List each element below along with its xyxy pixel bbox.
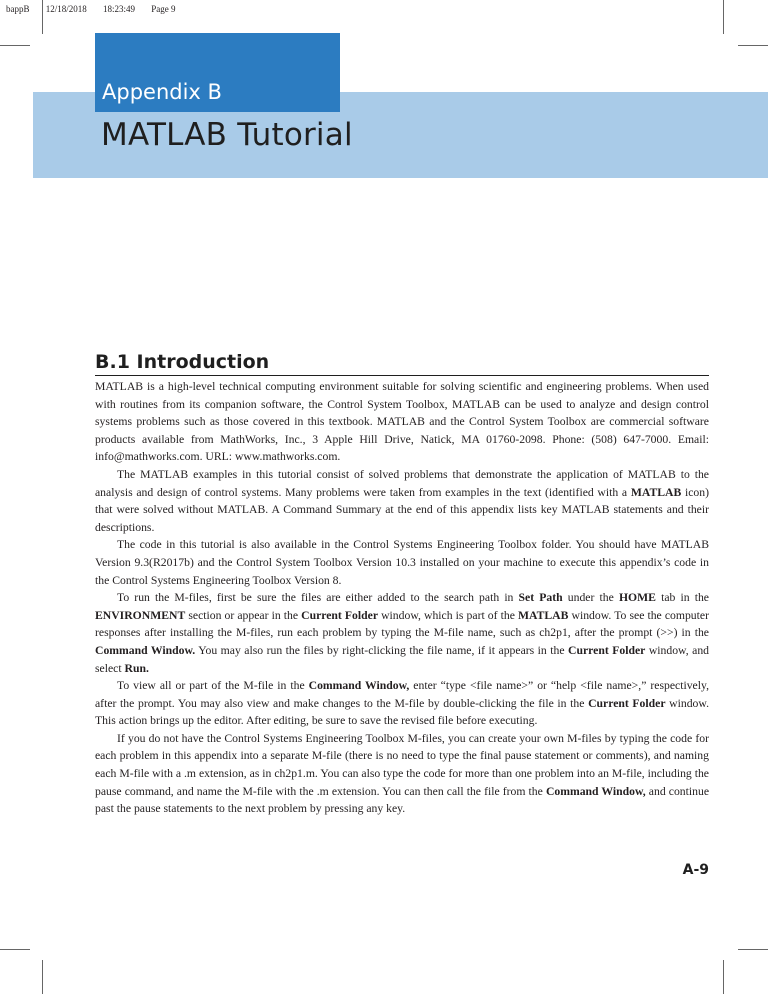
text-run: The MATLAB examples in this tutorial consist of solved problems that demonstrate the application of MATLAB to the analysis and design of control systems. Many problems were taken from examples in the text (identified with a <box>95 467 709 499</box>
bold-term: Current Folder <box>568 643 646 657</box>
text-run: and continue past the pause statements to the next problem by pressing any key. <box>95 784 710 816</box>
appendix-label: Appendix B <box>102 80 222 104</box>
paragraph-4 <box>95 589 709 677</box>
text-run: You may also run the files by right-clicking the file name, if it appears in the <box>195 643 569 657</box>
print-time: 18:23:49 <box>103 4 136 14</box>
crop-mark-bottom-right-horizontal <box>738 949 768 950</box>
text-run: icon) that were solved without MATLAB. A Command Summary at the end of this appendix lists key MATLAB statements and their descriptions. <box>95 485 710 534</box>
bold-term: ENVIRONMENT <box>95 608 186 622</box>
bold-term: MATLAB <box>517 608 569 622</box>
text-run: section or appear in the <box>185 608 302 622</box>
bold-term: Command Window, <box>308 679 410 693</box>
crop-mark-top-left-horizontal <box>0 45 30 46</box>
bold-term: Run. <box>124 661 149 675</box>
print-file-name: bappB <box>6 4 30 14</box>
appendix-title: MATLAB Tutorial <box>101 117 353 153</box>
bold-term: MATLAB <box>630 485 682 499</box>
bold-term: Command Window, <box>545 784 646 798</box>
print-header <box>6 4 190 14</box>
section-rule <box>95 375 709 376</box>
paragraph-3 <box>95 536 709 589</box>
text-run: To view all or part of the M-file in the <box>117 679 309 693</box>
crop-mark-top-right-horizontal <box>738 45 768 46</box>
page-number: A-9 <box>682 862 709 878</box>
paragraph-1 <box>95 378 709 466</box>
crop-mark-top-left-vertical <box>42 0 43 34</box>
text-run: window, and select <box>95 643 710 675</box>
text-run: window. To see the computer responses after installing the M-files, run each problem by typing the M-file name, such as ch2p1, after the prompt (>>) in the <box>95 608 709 640</box>
bold-term: Command Window. <box>95 643 196 657</box>
text-run: under the <box>562 591 619 605</box>
crop-mark-bottom-left-vertical <box>42 960 43 994</box>
paragraph-2 <box>95 466 709 536</box>
paragraph-6 <box>95 730 709 818</box>
text-run: The code in this tutorial is also available in the Control Systems Engineering Toolbox folder. You should have MATLAB Version 9.3(R2017b) and the Control System Toolbox Version 10.3 installed on your machine to execute this appendix’s code in the Control Systems Engineering Toolbox Version 8. <box>95 538 709 587</box>
paragraph-5 <box>95 677 709 730</box>
bold-term: Set Path <box>518 591 563 605</box>
bold-term: Current Folder <box>301 608 379 622</box>
bold-term: HOME <box>618 591 656 605</box>
text-run: window, which is part of the <box>378 608 518 622</box>
bold-term: Current Folder <box>588 696 666 710</box>
print-page: Page 9 <box>151 4 176 14</box>
text-run: If you do not have the Control Systems Engineering Toolbox M-files, you can create your own M-files by typing the code for each problem in this appendix into a separate M-file (there is no need to type the final pause statement or comments), and naming each M-file with a .m extension, as in ch2p1.m. You can also type the code for more than one problem into an M-file, including the pause command, and name the M-file with the .m extension. You can then call the file from the <box>95 731 709 798</box>
body-text <box>95 378 709 818</box>
text-run: window. This action brings up the editor. After editing, be sure to save the revised file before executing. <box>95 696 709 728</box>
print-date: 12/18/2018 <box>45 4 87 14</box>
section-heading: B.1 Introduction <box>95 351 270 373</box>
text-run: tab in the <box>655 591 709 605</box>
crop-mark-bottom-left-horizontal <box>0 949 30 950</box>
crop-mark-bottom-right-vertical <box>723 960 724 994</box>
text-run: enter “type <file name>” or “help <file name>,” respectively, after the prompt. You may also view and make changes to the M-file by double-clicking the file in the <box>95 679 710 710</box>
text-run: To run the M-files, first be sure the files are either added to the search path in <box>117 591 519 605</box>
crop-mark-top-right-vertical <box>723 0 724 34</box>
text-run: MATLAB is a high-level technical computing environment suitable for solving scientific and engineering problems. When used with routines from its companion software, the Control System Toolbox, MATLAB can be used to analyze and design control systems problems such as those covered in this textbook. MATLAB and the Control System Toolbox are commercial software products available from MathWorks, Inc., 3 Apple Hill Drive, Natick, MA 01760-2098. Phone: (508) 647-7000. Email: info@mathworks.com. URL: www.mathworks.com. <box>95 380 709 464</box>
